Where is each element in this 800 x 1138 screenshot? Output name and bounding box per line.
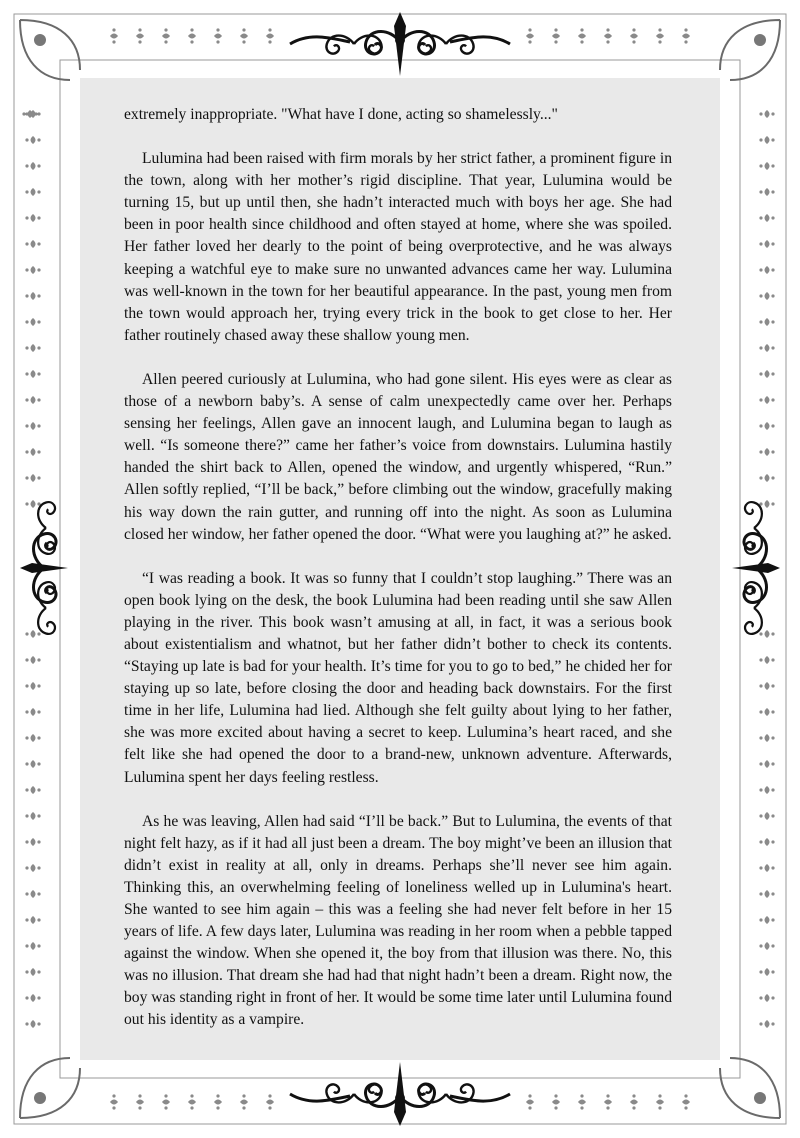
leaf-ornament <box>759 968 774 976</box>
leaf-ornament <box>526 28 534 43</box>
leaf-ornament <box>25 864 40 872</box>
leaf-ornament <box>25 1020 40 1028</box>
leaf-ornament <box>25 240 40 248</box>
leaf-ornament <box>25 786 40 794</box>
leaf-ornament <box>759 500 774 508</box>
leaf-ornament <box>25 630 40 638</box>
leaf-ornament <box>759 890 774 898</box>
leaf-ornament <box>759 760 774 768</box>
leaf-ornament <box>759 448 774 456</box>
paragraph: “I was reading a book. It was so funny that I couldn’t stop laughing.” There was an open book lying on the desk, the book Lulumina had been reading until she saw Allen playing in the river. This book wasn’t amusing at all, in fact, it was a serious book about existentialism and whatnot, but her father didn’t bother to check its contents. “Staying up late is bad for your health. It’s time for you to go to bed,” he chided her for staying up so late, before closing the door and heading back downstairs. For the first time in her life, Lulumina had lied. Although she felt guilty about lying to her father, she was more excited about having a secret to keep. Lulumina’s heart raced, and she felt like she had opened the door to a brand-new, unknown adventure. Afterwards, Lulumina spent her days feeling restless. <box>124 569 672 786</box>
leaf-ornament <box>578 1094 586 1109</box>
leaf-ornament <box>25 370 40 378</box>
leaf-ornament <box>759 214 774 222</box>
leaf-ornament <box>25 942 40 950</box>
leaf-ornament <box>25 422 40 430</box>
leaf-ornament <box>25 760 40 768</box>
leaf-ornament <box>25 890 40 898</box>
leaf-ornament <box>552 1094 560 1109</box>
leaf-ornament <box>25 214 40 222</box>
leaf-ornament <box>25 734 40 742</box>
leaf-ornament <box>682 28 690 43</box>
leaf-ornament <box>759 162 774 170</box>
paragraph: As he was leaving, Allen had said “I’ll be back.” But to Lulumina, the events of that night felt hazy, as if it had all just been a dream. The boy might’ve been an illusion that didn’t exist in reality at all, only in dreams. Perhaps she’ll never see him again. Thinking this, an overwhelming feeling of loneliness welled up in Lulumina's heart. She wanted to see him again – this was a feeling she had never felt before in her 15 years of life. A few days later, Lulumina was reading in her room when a pebble tapped against the window. When she opened it, the boy from that illusion was there. No, this was no illusion. That dream she had had that night hadn’t been a dream. Right now, the boy was standing right in front of her. It would be some time later until Lulumina found out his identity as a vampire. <box>124 812 672 1029</box>
leaf-ornament <box>759 370 774 378</box>
leaf-ornament <box>759 734 774 742</box>
leaf-ornament <box>25 292 40 300</box>
leaf-ornament <box>25 136 40 144</box>
leaf-ornament <box>759 422 774 430</box>
paragraph: Allen peered curiously at Lulumina, who had gone silent. His eyes were as clear as those of a newborn baby’s. A sense of calm unexpectedly came over her. Perhaps sensing her feelings, Allen gave an innocent laugh, and Lulumina began to laugh as well. “Is someone there?” came her father’s voice from downstairs. Lulumina hastily handed the shirt back to Allen, opened the window, and urgently whispered, “Run.” Allen softly replied, “I’ll be back,” before climbing out the window, gracefully making his way down the rain gutter, and running off into the night. As soon as Lulumina closed her window, her father opened the door. “What were you laughing at?” he asked. <box>124 370 672 543</box>
leaf-ornament <box>552 28 560 43</box>
leaf-ornament <box>214 28 222 43</box>
leaf-ornament <box>759 396 774 404</box>
leaf-ornament <box>759 266 774 274</box>
leaf-ornament <box>759 292 774 300</box>
leaf-ornament <box>630 1094 638 1109</box>
leaf-ornament <box>25 500 40 508</box>
paragraph: extremely inappropriate. "What have I done, acting so shamelessly..." <box>124 106 558 123</box>
leaf-ornament <box>759 318 774 326</box>
leaf-ornament <box>759 786 774 794</box>
leaf-ornament <box>25 188 40 196</box>
leaf-ornament <box>759 630 774 638</box>
story-text <box>124 104 672 1032</box>
leaf-ornament <box>25 162 40 170</box>
leaf-ornament <box>266 1094 274 1109</box>
leaf-ornament <box>759 916 774 924</box>
leaf-ornament <box>759 474 774 482</box>
leaf-ornament <box>25 708 40 716</box>
leaf-ornament <box>759 838 774 846</box>
leaf-ornament <box>578 28 586 43</box>
leaf-ornament <box>162 28 170 43</box>
leaf-ornament <box>25 266 40 274</box>
leaf-ornament <box>25 396 40 404</box>
leaf-ornament <box>25 474 40 482</box>
leaf-ornament <box>759 110 774 118</box>
leaf-ornament <box>25 916 40 924</box>
leaf-ornament <box>266 28 274 43</box>
leaf-ornament <box>136 1094 144 1109</box>
leaf-ornament <box>25 994 40 1002</box>
leaf-ornament <box>759 864 774 872</box>
leaf-ornament <box>136 28 144 43</box>
leaf-ornament <box>110 1094 118 1109</box>
leaf-ornament <box>759 812 774 820</box>
leaf-ornament <box>656 1094 664 1109</box>
leaf-ornament <box>759 344 774 352</box>
leaf-ornament <box>240 28 248 43</box>
leaf-ornament <box>759 994 774 1002</box>
leaf-ornament <box>604 28 612 43</box>
leaf-ornament <box>25 682 40 690</box>
leaf-ornament <box>188 1094 196 1109</box>
leaf-ornament <box>25 344 40 352</box>
leaf-ornament <box>162 1094 170 1109</box>
leaf-ornament <box>630 28 638 43</box>
leaf-ornament <box>188 28 196 43</box>
leaf-ornament <box>25 110 40 118</box>
leaf-ornament <box>759 656 774 664</box>
leaf-ornament <box>759 136 774 144</box>
paragraph: Lulumina had been raised with firm morals by her strict father, a prominent figure in the town, along with her mother’s rigid discipline. That year, Lulumina would be turning 15, but up until then, she hadn’t interacted much with boys her age. She had been in poor health since childhood and often stayed at home, where she was spoiled. Her father loved her dearly to the point of being overprotective, and he was always keeping a watchful eye to make sure no unwanted advances came her way. Lulumina was well-known in the town for her beautiful appearance. In the past, young men from the town would approach her, trying every trick in the book to get close to her. Her father routinely chased away these shallow young men. <box>124 150 672 344</box>
leaf-ornament <box>240 1094 248 1109</box>
leaf-ornament <box>656 28 664 43</box>
leaf-ornament <box>25 968 40 976</box>
leaf-ornament <box>25 656 40 664</box>
leaf-ornament <box>759 1020 774 1028</box>
leaf-ornament <box>759 188 774 196</box>
leaf-ornament <box>759 240 774 248</box>
leaf-ornament <box>25 838 40 846</box>
leaf-ornament <box>25 318 40 326</box>
leaf-ornament <box>25 812 40 820</box>
leaf-ornament <box>214 1094 222 1109</box>
leaf-ornament <box>110 28 118 43</box>
leaf-ornament <box>759 708 774 716</box>
leaf-ornament <box>682 1094 690 1109</box>
leaf-ornament <box>759 942 774 950</box>
leaf-ornament <box>604 1094 612 1109</box>
leaf-ornament <box>526 1094 534 1109</box>
leaf-ornament <box>25 448 40 456</box>
leaf-ornament <box>759 682 774 690</box>
